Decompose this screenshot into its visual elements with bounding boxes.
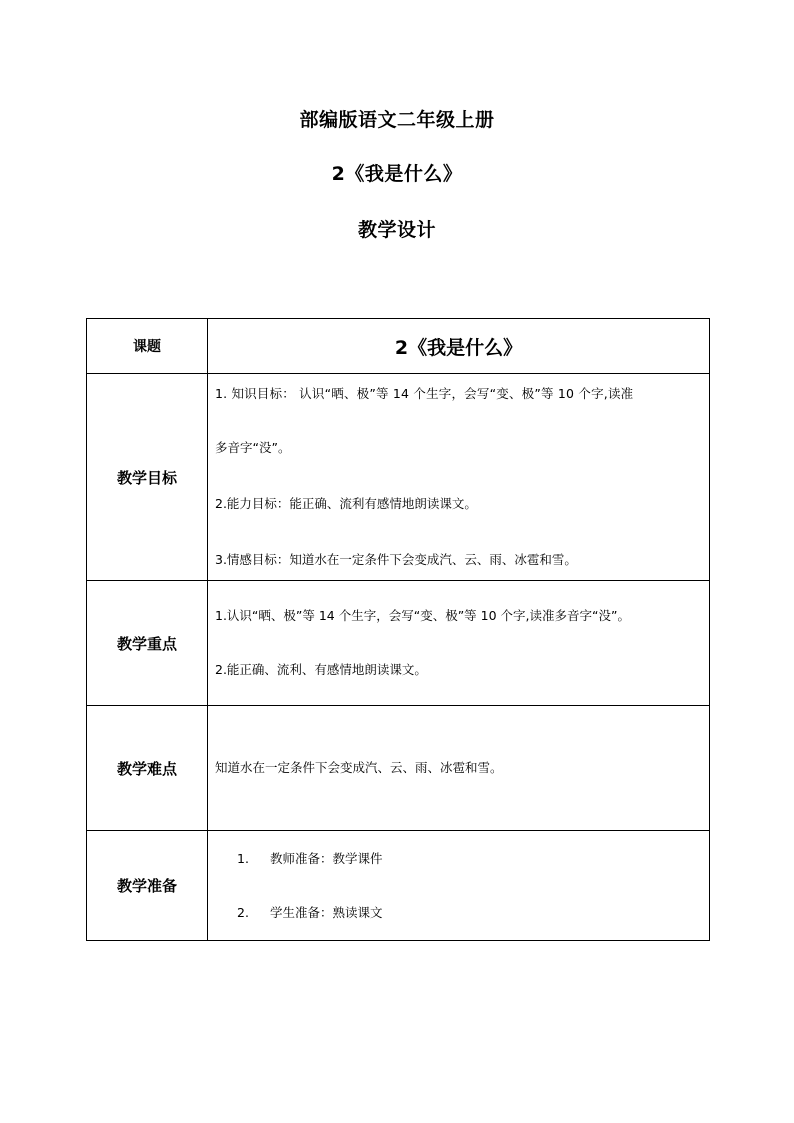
preparation-content: [208, 831, 710, 941]
list-item-text: 教师准备：教学课件: [270, 850, 383, 866]
list-item-text: 学生准备：熟读课文: [270, 904, 383, 920]
goal-item-3: 3.情感目标：知道水在一定条件下会变成汽、云、雨、冰雹和雪。: [215, 552, 577, 567]
document-subtitle: 教学设计: [357, 219, 436, 241]
goal-item-1a: 1. 知识目标： 认识“晒、极”等 14 个生字，会写“变、极”等 10 个字,读准: [215, 386, 634, 401]
preparation-label: 教学准备: [87, 831, 208, 941]
list-item: [215, 900, 702, 926]
lesson-plan-table: [86, 318, 710, 941]
lesson-title: 2《我是什么》: [331, 163, 463, 185]
table-row-preparation: [87, 831, 710, 941]
list-item: [215, 846, 702, 872]
goal-item-1b: 多音字“没”。: [215, 440, 291, 455]
key-point-item-1: 1.认识“晒、极”等 14 个生字，会写“变、极”等 10 个字,读准多音字“没”。: [215, 608, 630, 623]
key-points-content: [208, 581, 710, 706]
list-item-number: 1.: [237, 850, 249, 866]
goal-item-2: 2.能力目标：能正确、流利有感情地朗读课文。: [215, 496, 477, 511]
table-row-key-points: [87, 581, 710, 706]
key-point-item-2: 2.能正确、流利、有感情地朗读课文。: [215, 662, 427, 677]
difficulty-text: 知道水在一定条件下会变成汽、云、雨、冰雹和雪。: [215, 760, 503, 775]
difficulties-content: [208, 706, 710, 831]
goals-content: [208, 374, 710, 581]
topic-label: 课题: [87, 319, 208, 374]
topic-value: 2《我是什么》: [208, 319, 710, 374]
table-row-goals: [87, 374, 710, 581]
document-title: 部编版语文二年级上册: [299, 109, 495, 131]
table-row-difficulties: [87, 706, 710, 831]
key-points-label: 教学重点: [87, 581, 208, 706]
goals-label: 教学目标: [87, 374, 208, 581]
list-item-number: 2.: [237, 904, 249, 920]
difficulties-label: 教学难点: [87, 706, 208, 831]
table-row-topic: [87, 319, 710, 374]
